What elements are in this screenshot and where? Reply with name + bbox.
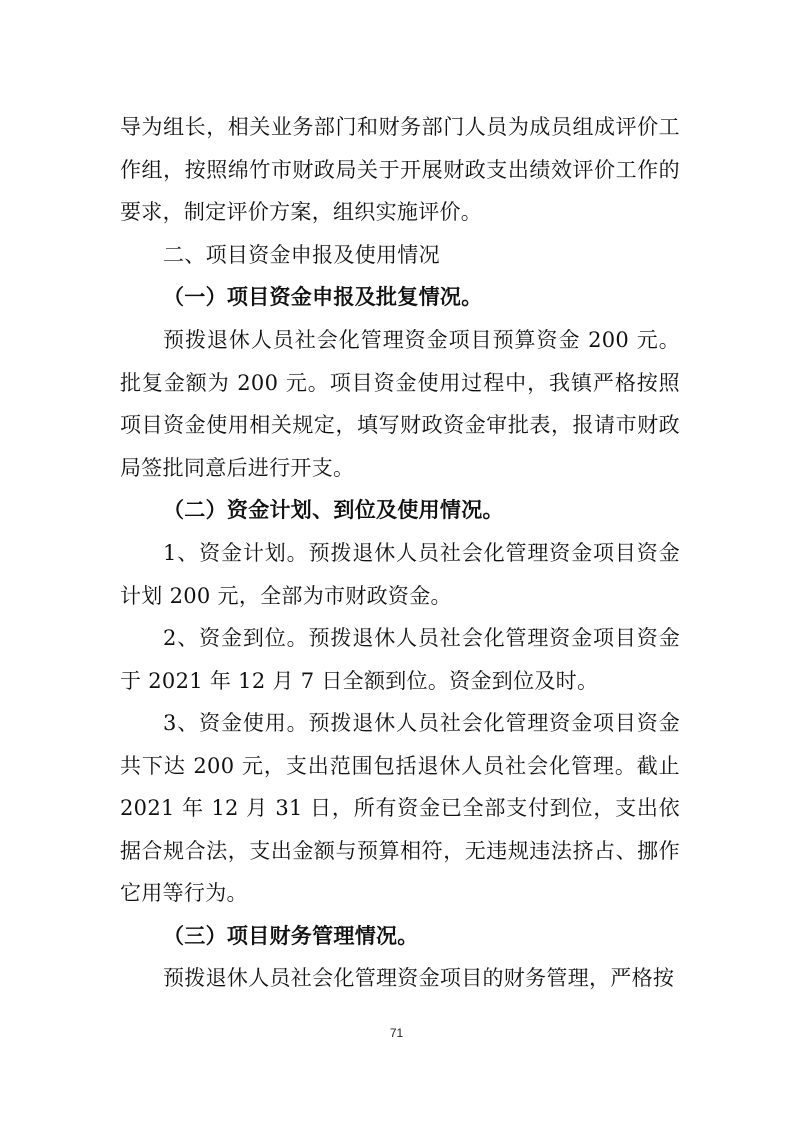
page-number: 71 — [389, 1026, 404, 1040]
subheading-financial-management: （三）项目财务管理情况。 — [163, 923, 419, 948]
paragraph-fund-arrival: 2、资金到位。预拨退休人员社会化管理资金项目资金于 2021 年 12 月 7 日全额到位。资金到位及时。 — [120, 626, 680, 693]
paragraph-fund-plan: 1、资金计划。预拨退休人员社会化管理资金项目资金计划 200 元，全部为市财政资金。 — [120, 541, 680, 608]
subheading-application-approval: （一）项目资金申报及批复情况。 — [163, 284, 483, 309]
section-heading-funding: 二、项目资金申报及使用情况 — [163, 243, 440, 267]
paragraph-budget-approval: 预拨退休人员社会化管理资金项目预算资金 200 元。批复金额为 200 元。项目资金使用过程中，我镇严格按照项目资金使用相关规定，填写财政资金审批表，报请市财政局签批同意后进行开支。 — [120, 328, 680, 480]
paragraph-financial-management: 预拨退休人员社会化管理资金项目的财务管理，严格按 — [163, 966, 675, 990]
paragraph-fund-usage: 3、资金使用。预拨退休人员社会化管理资金项目资金共下达 200 元，支出范围包括退休人员社会化管理。截止 2021 年 12 月 31 日，所有资金已全部支付到位，支出依据合规合法，支出金额与预算相符，无违规违法挤占、挪作它用等行为。 — [120, 711, 680, 905]
paragraph-evaluation-group: 导为组长，相关业务部门和财务部门人员为成员组成评价工作组，按照绵竹市财政局关于开展财政支出绩效评价工作的要求，制定评价方案，组织实施评价。 — [120, 115, 680, 224]
subheading-plan-arrival-usage: （二）资金计划、到位及使用情况。 — [163, 497, 504, 522]
